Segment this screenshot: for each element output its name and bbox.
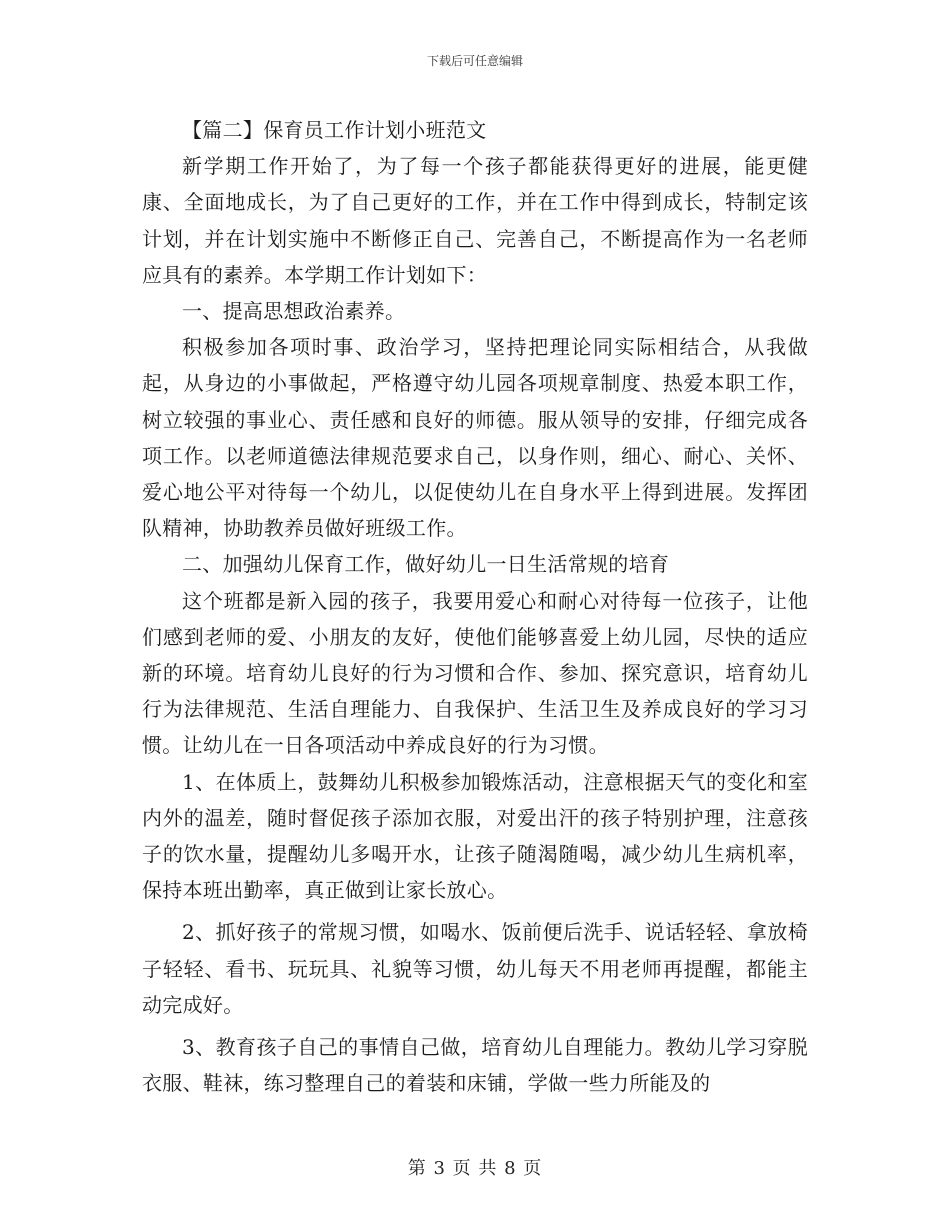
paragraph-item-2: 2、抓好孩子的常规习惯，如喝水、饭前便后洗手、说话轻轻、拿放椅子轻轻、看书、玩玩具、礼貌等习惯，幼儿每天不用老师再提醒，都能主动完成好。 [142,920,808,1017]
paragraph-item-3: 3、教育孩子自己的事情自己做，培育幼儿自理能力。教幼儿学习穿脱衣服、鞋袜，练习整理自己的着装和床铺，学做一些力所能及的 [142,1035,808,1096]
paragraph-new-children: 这个班都是新入园的孩子，我要用爱心和耐心对待每一位孩子，让他们感到老师的爱、小朋友的友好，使他们能够喜爱上幼儿园，尽快的适应新的环境。培育幼儿良好的行为习惯和合作、参加、探究意识，培育幼儿行为法律规范、生活自理能力、自我保护、生活卫生及养成良好的学习习惯。让幼儿在一日各项活动中养成良好的行为习惯。 [142,588,808,758]
paragraph-intro: 新学期工作开始了，为了每一个孩子都能获得更好的进展，能更健康、全面地成长，为了自己更好的工作，并在工作中得到成长，特制定该计划，并在计划实施中不断修正自己、完善自己，不断提高作为一名老师应具有的素养。本学期工作计划如下： [142,154,808,287]
document-body [142,112,808,1101]
page-header: 下载后可任意编辑 [426,54,523,68]
paragraph-political: 积极参加各项时事、政治学习，坚持把理论同实际相结合，从我做起，从身边的小事做起，严格遵守幼儿园各项规章制度、热爱本职工作，树立较强的事业心、责任感和良好的师德。服从领导的安排，仔细完成各项工作。以老师道德法律规范要求自己，以身作则，细心、耐心、关怀、爱心地公平对待每一个幼儿，以促使幼儿在自身水平上得到进展。发挥团队精神，协助教养员做好班级工作。 [142,335,808,541]
section-heading-2: 二、加强幼儿保育工作，做好幼儿一日生活常规的培育 [182,552,670,577]
section-heading-1: 一、提高思想政治素养。 [182,299,406,324]
page-footer: 第 3 页 共 8 页 [407,1158,543,1179]
document-title: 【篇二】保育员工作计划小班范文 [182,118,487,142]
paragraph-item-1: 1、在体质上，鼓舞幼儿积极参加锻炼活动，注意根据天气的变化和室内外的温差，随时督促孩子添加衣服，对爱出汗的孩子特别护理，注意孩子的饮水量，提醒幼儿多喝开水，让孩子随渴随喝，减少幼儿生病机率，保持本班出勤率，真正做到让家长放心。 [142,769,808,903]
